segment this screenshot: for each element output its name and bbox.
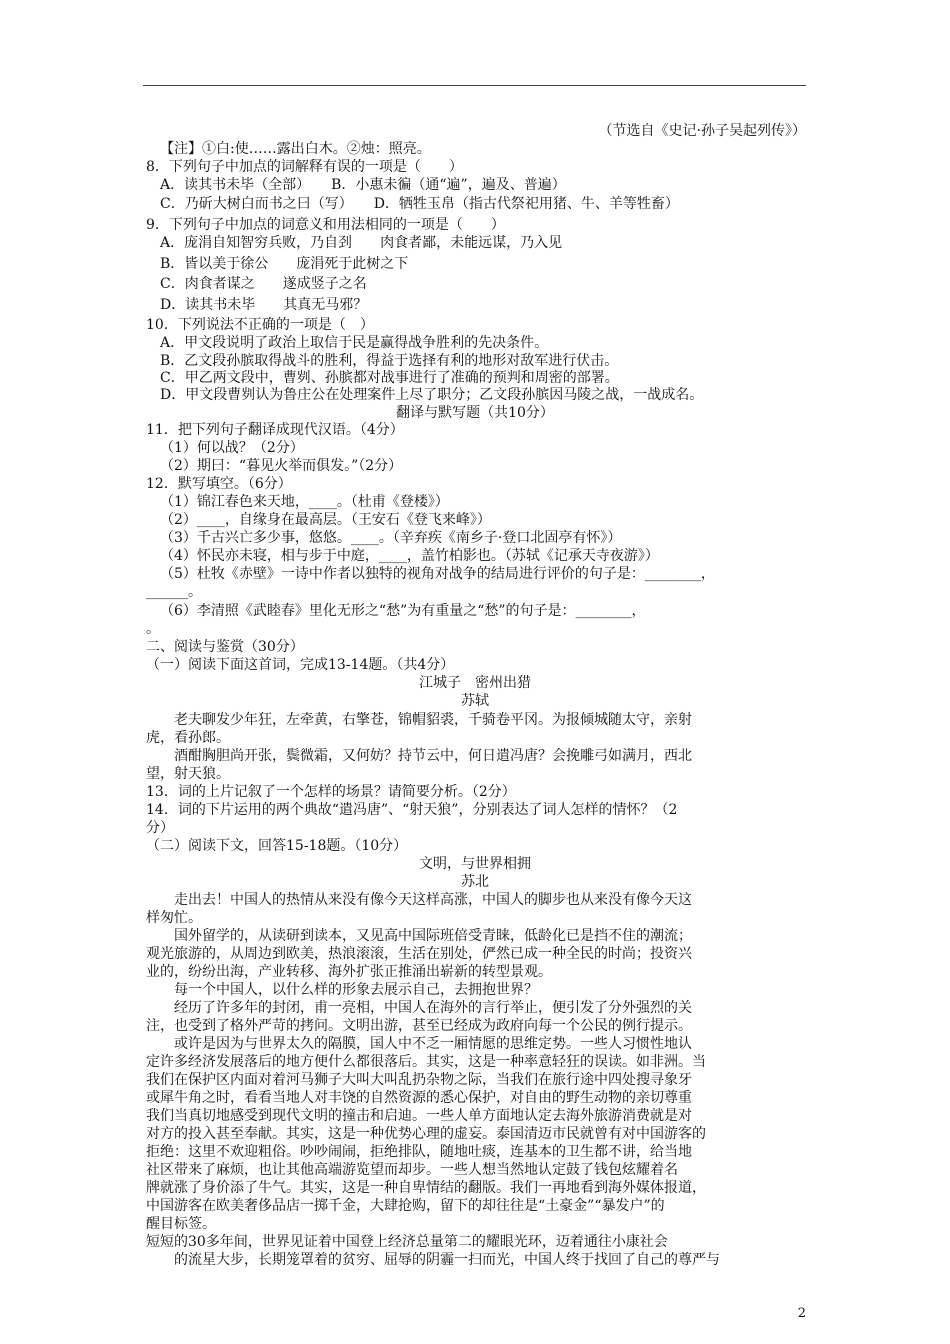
article-text: 观光旅游的，从周边到欧美，热浪滚滚，生活在别处，俨然已成一种全民的时尚；投资兴 xyxy=(146,946,692,962)
poem-author: 苏轼 xyxy=(461,693,489,709)
q10-option-a: A．甲文段说明了政治上取信于民是赢得战争胜利的先决条件。 xyxy=(160,335,549,351)
article-text: 或许是因为与世界太久的隔膜，国人中不乏一厢情愿的思维定势。一些人习惯性地认 xyxy=(174,1036,692,1052)
question-10: 10．下列说法不正确的一项是（ ） xyxy=(146,317,374,333)
article-text: 我们在保护区内面对着河马狮子大叫大叫乱扔杂物之际，当我们在旅行途中四处搜寻象牙 xyxy=(146,1072,692,1088)
article-text: 短短的30多年间，世界见证着中国登上经济总量第二的耀眼光环，迈着通往小康社会 xyxy=(146,1234,668,1250)
article-text: 经历了许多年的封闭，甫一亮相，中国人在海外的言行举止，便引发了分外强烈的关 xyxy=(174,1000,692,1016)
q9-option-a: A．庞涓自知智穷兵败，乃自刭 肉食者鄙，未能远谋，乃入见 xyxy=(160,235,563,251)
q12-part-3: （3）千古兴亡多少事，悠悠。____。（辛弃疾《南乡子·登口北固亭有怀》） xyxy=(160,530,622,546)
question-12: 12．默写填空。（6分） xyxy=(146,476,292,492)
article-text: 的流星大步，长期笼罩着的贫穷、屈辱的阴霾一扫而光，中国人终于找回了自己的尊严与 xyxy=(174,1252,720,1268)
article-text: 我们当真切地感受到现代文明的撞击和启迪。一些人单方面地认定去海外旅游消费就是对 xyxy=(146,1108,692,1124)
subsection-1-heading: （一）阅读下面这首词，完成13-14题。（共4分） xyxy=(146,657,455,673)
q12-part-2: （2）____，自缘身在最高层。（王安石《登飞来峰》） xyxy=(160,512,491,528)
q12-part-6-cont: 。 xyxy=(146,621,160,637)
article-text: 中国游客在欧美奢侈品店一掷千金，大肆抢购，留下的却往往是“土豪金”“暴发户”的 xyxy=(146,1198,665,1214)
article-title: 文明，与世界相拥 xyxy=(419,856,531,872)
question-9: 9．下列句子中加点的词意义和用法相同的一项是（ ） xyxy=(146,217,505,233)
q12-part-1: （1）锦江春色来天地，____。（杜甫《登楼》） xyxy=(160,494,449,510)
article-text: 牌就涨了身价添了牛气。其实，这是一种自卑情结的翻版。我们一再地看到海外媒体报道， xyxy=(146,1180,706,1196)
poem-text: 老夫聊发少年狂，左牵黄，右擎苍，锦帽貂裘，千骑卷平冈。为报倾城随太守，亲射 xyxy=(174,712,692,728)
section-heading-translation: 翻译与默写题（共10分） xyxy=(396,405,554,421)
q9-option-b: B．皆以美于徐公 庞涓死于此树之下 xyxy=(160,256,409,272)
article-text: 定许多经济发展落后的地方便什么都很落后。其实，这是一种率意轻狂的误读。如非洲。当 xyxy=(146,1054,706,1070)
article-text: 走出去！中国人的热情从来没有像今天这样高涨，中国人的脚步也从来没有像今天这 xyxy=(174,892,692,908)
poem-text: 望，射天狼。 xyxy=(146,766,230,782)
subsection-2-heading: （二）阅读下文，回答15-18题。（10分） xyxy=(146,838,408,854)
article-text: 或犀牛角之时，看看当地人对丰饶的自然资源的悉心保护，对自由的野生动物的亲切尊重 xyxy=(146,1090,692,1106)
article-text: 对方的投入甚至奉献。其实，这是一种优势心理的虚妄。泰国清迈市民就曾有对中国游客的 xyxy=(146,1126,706,1142)
q9-option-c: C．肉食者谋之 遂成竖子之名 xyxy=(160,276,367,292)
question-14-cont: 分） xyxy=(146,820,174,836)
article-text: 社区带来了麻烦，也让其他高端游览望而却步。一些人想当然地认定鼓了钱包炫耀着名 xyxy=(146,1162,678,1178)
article-text: 样匆忙。 xyxy=(146,910,202,926)
q12-part-4: （4）怀民亦未寝，相与步于中庭，____，盖竹柏影也。（苏轼《记承天寺夜游》） xyxy=(160,548,659,564)
article-text: 业的，纷纷出海，产业转移、海外扩张正推涌出崭新的转型景观。 xyxy=(146,964,552,980)
article-text: 拒绝：这里不欢迎粗俗。吵吵闹闹，拒绝排队，随地吐痰，连基本的卫生都不讲，给当地 xyxy=(146,1144,692,1160)
q10-option-d: D．甲文段曹刿认为鲁庄公在处理案件上尽了职分；乙文段孙膑因马陵之战，一战成名。 xyxy=(160,387,704,403)
question-13: 13．词的上片记叙了一个怎样的场景？请简要分析。（2分） xyxy=(146,784,516,800)
poem-title: 江城子 密州出猎 xyxy=(419,675,531,691)
q11-part-1: （1）何以战？（2分） xyxy=(160,440,304,456)
q8-option-cd: C．乃斫大树白而书之曰（写） D．牺牲玉帛（指古代祭祀用猪、牛、羊等牲畜） xyxy=(160,196,679,212)
question-8: 8．下列句子中加点的词解释有误的一项是（ ） xyxy=(146,159,463,175)
question-14: 14．词的下片运用的两个典故“遣冯唐”、“射天狼”，分别表达了词人怎样的情怀？（2 xyxy=(146,802,678,818)
q12-part-5-cont: ______。 xyxy=(146,584,202,600)
article-text: 醒目标签。 xyxy=(146,1216,216,1232)
annotation: 【注】①白:使……露出白木。②烛：照亮。 xyxy=(160,141,431,157)
q12-part-5: （5）杜牧《赤壁》一诗中作者以独特的视角对战争的结局进行评价的句子是：________， xyxy=(160,566,715,582)
article-text: 国外留学的，从读研到读本，又见高中国际班倍受青睐，低龄化已是挡不住的潮流； xyxy=(174,928,692,944)
q10-option-c: C．甲乙两文段中，曹刿、孙膑都对战事进行了准确的预判和周密的部署。 xyxy=(160,370,619,386)
q10-option-b: B．乙文段孙膑取得战斗的胜利，得益于选择有利的地形对敌军进行伏击。 xyxy=(160,353,619,369)
q9-option-d: D．读其书未毕 其真无马邪？ xyxy=(160,297,368,313)
source-note: （节选自《史记·孙子吴起列传》） xyxy=(598,123,806,139)
question-11: 11．把下列句子翻译成现代汉语。（4分） xyxy=(146,422,404,438)
q12-part-6: （6）李清照《武睦春》里化无形之“愁”为有重量之“愁”的句子是：________， xyxy=(160,603,646,619)
page-number: 2 xyxy=(797,1306,806,1321)
q8-option-ab: A．读其书未毕（全部） B．小惠未徧（通“遍”，遍及、普遍） xyxy=(160,177,566,193)
poem-text: 虎，看孙郎。 xyxy=(146,730,230,746)
article-author: 苏北 xyxy=(461,874,489,890)
article-text: 注，也受到了格外严苛的拷问。文明出游，甚至已经成为政府向每一个公民的例行提示。 xyxy=(146,1018,692,1034)
poem-text: 酒酣胸胆尚开张，鬓微霜，又何妨？持节云中，何日遣冯唐？会挽雕弓如满月，西北 xyxy=(174,748,692,764)
section-2-heading: 二、阅读与鉴赏（30分） xyxy=(146,639,304,655)
q11-part-2: （2）期曰：“暮见火举而俱发。”（2分） xyxy=(160,458,403,474)
article-text: 每一个中国人，以什么样的形象去展示自己，去拥抱世界？ xyxy=(174,982,538,998)
